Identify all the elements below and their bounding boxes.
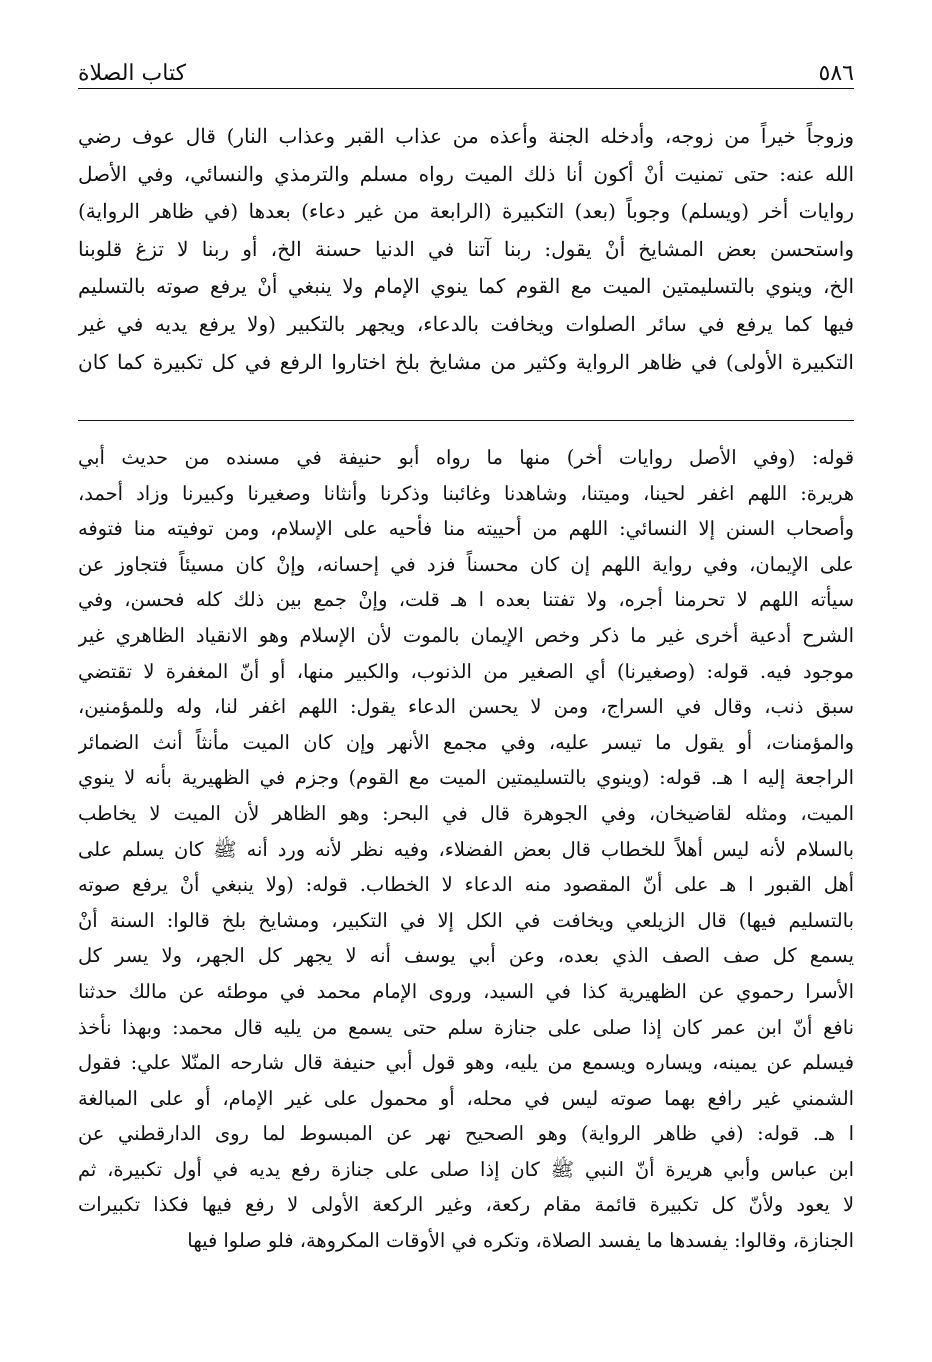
main-text-line: روايات أخر (ويسلم) وجوباً (بعد) التكبيرة (الرابعة من غير دعاء) بعدها (في ظاهر الرواية): [78, 199, 854, 224]
commentary-line: يسمع كل صف الصف الذي بعده، وعن أبي يوسف أنه لا يجهر كل الجهر، ولا يسر كل: [78, 944, 854, 968]
commentary-line: بالسلام لأنه ليس أهلاً للخطاب قال بعض الفضلاء، وفيه نظر لأنه ورد أنه ﷺ كان يسلم على: [78, 837, 854, 861]
page-header: [78, 52, 854, 89]
main-text-line: الله عنه: حتى تمنيت أنْ أكون أنا ذلك الميت رواه مسلم والترمذي والنسائي، وفي الأصل: [78, 161, 854, 186]
commentary-line: على الإيمان، وفي رواية اللهم إن كان محسناً فزد في إحسانه، وإنْ كان مسيئاً فتجاوز عن: [78, 552, 854, 576]
commentary-line: والمؤمنات، أو يقول ما تيسر عليه، وفي مجمع الأنهر وإن كان الميت مأنثاً أنث الضمائر: [78, 730, 854, 754]
page-number: ٥٨٦: [818, 61, 854, 86]
main-text-line: واستحسن بعض المشايخ أنْ يقول: ربنا آتنا في الدنيا حسنة الخ، أو ربنا لا تزغ قلوبنا: [78, 236, 854, 261]
commentary-line: الأسرا رحموي عن الظهيرية كذا في السيد، وروى الإمام محمد في موطئه عن مالك حدثنا: [78, 979, 854, 1003]
commentary-line: ابن عباس وأبي هريرة أنّ النبي ﷺ كان إذا صلى على جنازة رفع يديه في أول تكبيرة، ثم: [78, 1157, 854, 1181]
commentary-line: وأصحاب السنن إلا النسائي: اللهم من أحييته منا فأحيه على الإسلام، ومن توفيته منا فتوفه: [78, 517, 854, 541]
commentary-line: أهل القبور ا هـ على أنّ المقصود منه الدعاء لا الخطاب. قوله: (ولا ينبغي أنْ يرفع صوته: [78, 873, 854, 897]
commentary-line: الراجعة إليه ا هـ. قوله: (وينوي بالتسليمتين الميت مع القوم) وجزم في الظهيرية بأنه لا ينوي: [78, 766, 854, 790]
section-divider: [78, 420, 854, 421]
main-text-line: وزوجاً خيراً من زوجه، وأدخله الجنة وأعذه من عذاب القبر وعذاب النار) قال عوف رضي: [78, 124, 854, 148]
commentary-line: موجود فيه. قوله: (وصغيرنا) أي الصغير من الذنوب، والكبير منها، أو أنّ المغفرة لا تقتضي: [78, 659, 854, 683]
commentary-line: سيأته اللهم لا تحرمنا أجره، ولا تفتنا بعده ا هـ قلت، وإنْ جمع بين ذلك كله فحسن، وفي: [78, 588, 854, 612]
commentary-line: لا يعود ولأنّ كل تكبيرة قائمة مقام ركعة، وغير الركعة الأولى لا رفع فيها فكذا تكبيرات: [78, 1193, 854, 1217]
commentary-line: هريرة: اللهم اغفر لحينا، وميتنا، وشاهدنا وغائبنا وذكرنا وأنثانا وصغيرنا وكبيرنا وزاد أحمد،: [78, 481, 854, 505]
commentary-line: الجنازة، وقالوا: يفسدها ما يفسد الصلاة، وتكره في الأوقات المكروهة، فلو صلوا فيها: [187, 1229, 854, 1253]
commentary-line: ا هـ. قوله: (في ظاهر الرواية) وهو الصحيح نهر عن المبسوط لما روى الدارقطني عن: [78, 1122, 854, 1146]
commentary-line: الشرح أدعية أخرى غير ما ذكر وخص الإيمان بالموت لأن الإسلام وهو الانقياد الظاهري غير: [78, 623, 854, 647]
commentary-line: قوله: (وفي الأصل روايات أخر) منها ما رواه أبو حنيفة في مسنده من حديث أبي: [78, 446, 854, 469]
book-title: كتاب الصلاة: [78, 61, 187, 86]
main-text: [78, 118, 854, 381]
commentary-line: نافع أنّ ابن عمر كان إذا صلى على جنازة سلم حتى يسمع من يليه قال محمد: وبهذا نأخذ: [78, 1015, 854, 1039]
commentary-line: الميت، ومثله لقاضيخان، وفي الجوهرة قال في البحر: وهو الظاهر لأن الميت لا يخاطب: [78, 801, 854, 825]
commentary-text: [78, 440, 854, 1259]
commentary-line: سبق ذنب، وقال في السراج، ومن لا يحسن الدعاء يقول: اللهم اغفر لنا، وله وللمؤمنين،: [78, 695, 854, 719]
commentary-line: الشمني غير رافع بهما صوته ليس في محله، أو محمول على غير الإمام، أو على المبالغة: [78, 1086, 854, 1110]
commentary-line: بالتسليم فيها) قال الزيلعي ويخافت في الكل إلا في التكبير، ومشايخ بلخ قالوا: السنة أنْ: [78, 908, 854, 932]
main-text-line: الخ، وينوي بالتسليمتين الميت مع القوم كما ينوي الإمام ولا ينبغي أنْ يرفع صوته بالتسليم: [78, 274, 854, 299]
main-text-line: التكبيرة الأولى) في ظاهر الرواية وكثير من مشايخ بلخ اختاروا الرفع في كل تكبيرة كما كان: [78, 349, 854, 374]
commentary-line: فيسلم عن يمينه، ويساره ويسمع من يليه، وهو قول أبي حنيفة قال شارحه المنّلا علي: فقول: [78, 1051, 854, 1075]
main-text-line: فيها كما يرفع في سائر الصلوات ويخافت بالدعاء، ويجهر بالتكبير (ولا يرفع يديه في غير: [78, 311, 854, 336]
